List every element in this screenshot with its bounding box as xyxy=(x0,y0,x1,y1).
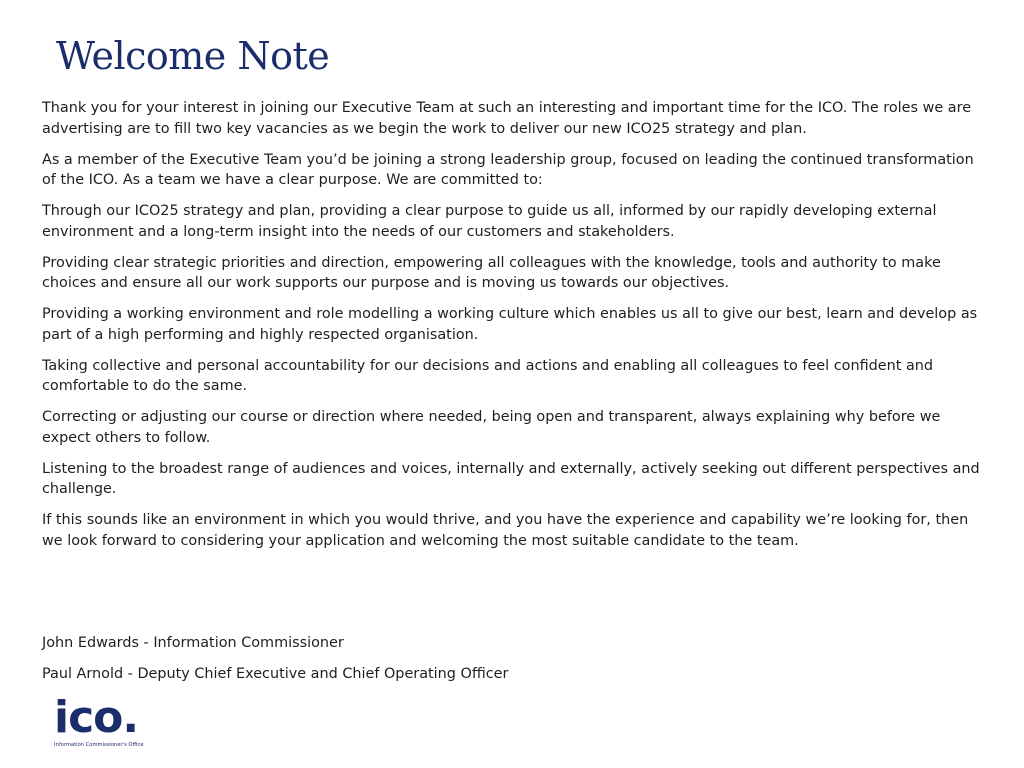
paragraph-closing: If this sounds like an environment in which you would thrive, and you have the experience and capability we’re looking for, then we look forward to considering your application and welcoming the most suitable candidate to the team. xyxy=(42,512,969,549)
paragraph-commitment: Providing clear strategic priorities and direction, empowering all colleagues with the knowledge, tools and authority to make choices and ensure all our work supports our purpose and is moving us towards our objectives. xyxy=(42,254,941,291)
welcome-body xyxy=(42,98,982,562)
paragraph-intro: Thank you for your interest in joining our Executive Team at such an interesting and important time for the ICO. The roles we are advertising are to fill two key vacancies as we begin the work to deliver our new ICO25 strategy and plan. xyxy=(42,100,972,137)
paragraph-commitment: Through our ICO25 strategy and plan, providing a clear purpose to guide us all, informed by our rapidly developing external environment and a long-term insight into the needs of our customers and stakeholders. xyxy=(42,203,937,240)
page-title: Welcome Note xyxy=(56,34,330,78)
paragraph-commitment: Listening to the broadest range of audiences and voices, internally and externally, actively seeking out different perspectives and challenge. xyxy=(42,460,980,497)
paragraph-commitment: Providing a working environment and role modelling a working culture which enables us all to give our best, learn and develop as part of a high performing and highly respected organisation. xyxy=(42,306,978,343)
paragraph-member: As a member of the Executive Team you’d be joining a strong leadership group, focused on leading the continued transformation of the ICO. As a team we have a clear purpose. We are committed to: xyxy=(42,151,974,188)
signatures xyxy=(42,633,982,695)
signature-commissioner: John Edwards - Information Commissioner xyxy=(42,635,344,651)
paragraph-commitment: Correcting or adjusting our course or direction where needed, being open and transparent, always explaining why before we expect others to follow. xyxy=(42,409,941,446)
logo-subtitle: Information Commissioner's Office xyxy=(54,742,144,748)
logo-wordmark: ico. xyxy=(54,692,139,743)
ico-logo xyxy=(54,692,154,752)
paragraph-commitment: Taking collective and personal accountability for our decisions and actions and enabling all colleagues to feel confident and comfortable to do the same. xyxy=(42,357,934,394)
signature-deputy: Paul Arnold - Deputy Chief Executive and Chief Operating Officer xyxy=(42,666,509,682)
